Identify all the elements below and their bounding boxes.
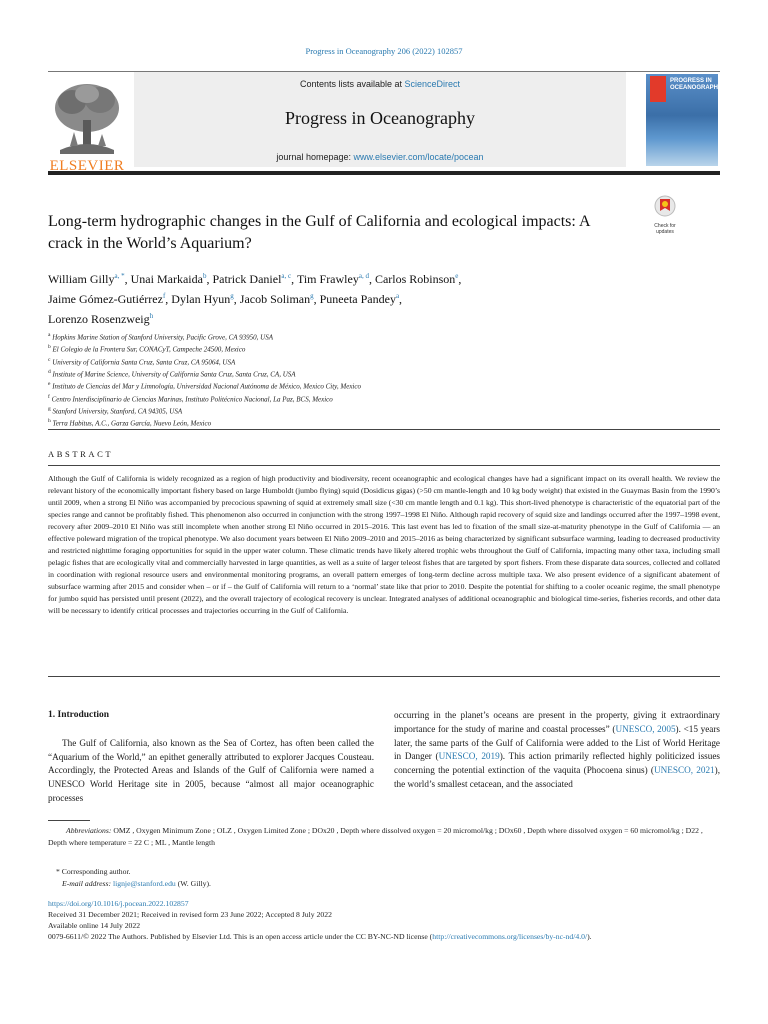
corresponding-author-note xyxy=(48,866,720,890)
abbreviations-text: OMZ , Oxygen Minimum Zone ; OLZ , Oxygen Limited Zone ; DOx20 , Depth where dissolved oxygen = 20 micromol/kg ; DOx60 , Depth where dissolved oxygen = 60 micromol/kg ; D22 , Depth where temperature = 22 C ; ML , Mantle length xyxy=(48,826,703,847)
intro-left-column xyxy=(48,709,374,806)
check-for-updates-badge[interactable] xyxy=(648,195,682,235)
journal-cover-image[interactable] xyxy=(646,74,723,166)
intro-text: ). <15 years later, the same parts of the Gulf of California were added to the List of World Heritage in Danger ( xyxy=(394,723,720,762)
sciencedirect-link[interactable]: ScienceDirect xyxy=(404,79,461,89)
abstract-heading: ABSTRACT xyxy=(48,449,114,459)
abstract-text: Although the Gulf of California is widely recognized as a region of high productivity and biodiversity, recent oceanographic and ecological changes have had a significant impact on its overall health. We review the relevant history of the economically important fishery based on large Humboldt (jumbo flying) squid (Dosidicus gigas) (>50 cm mantle-length and 10 kg body weight) that existed in the Guaymas Basin from the 1990’s until 2009, when a strong El Niño was accompanied by precocious spawning of squid at extremely small size (<30 cm mantle length and 0.1 kg). This short-lived phenotype is characteristic of the equatorial part of the species range and cannot be profitably fished. This phenomenon also occurred in conjunction with the strong 1997–1998 El Niño. Although rapid recovery of squid size and landings occurred after the 1997–1998 event, recovery after 2009–2010 El Niño was still incomplete when another strong El Niño occurred in 2015–2016. This last event has led to fixation of the small size-at-maturity phenotype in the Gulf of California — an effective poleward migration of the tropical phenotype. We also document years between El Niño 2009–2010 and 2015–2016 as being characterized by significant subsurface warming, leading to decreased productivity and restricted nighttime foraging opportunities for squid in the upper water column. These climatic trends have likely altered trophic webs throughout the Gulf of California, impacting many other taxa, including small pelagic fishes that are ecologically vital and commercially harvested in large quantities, as well as a suite of larger teleost fishes that are targeted by sport fishers. From these disparate data sources, collected and collated in coordination with regional resource users and environmental monitoring programs, an overall pattern emerges of long-term decline across multiple taxa. We also present evidence of a significant abatement of subsurface warming after 2015 and consider when – or if – the Gulf of California will return to a ‘normal’ state like that prior to 2010. Despite the potential for shifting to a cooler oceanic regime, the small phenotype for jumbo squid has persisted until present (2022), and the overall trajectory of ecological recovery is unclear. Integrated analyses of additional oceanographic and biological time-series, fisheries records, and other data will be necessary to identify critical processes and trajectories occurring in the Gulf of California. xyxy=(48,474,720,615)
journal-title: Progress in Oceanography xyxy=(285,108,475,128)
affiliation: $^a$ Hopkins Marine Station of Stanford University, Pacific Grove, CA 93950, USA xyxy=(48,332,274,342)
affiliation: $^g$ Stanford University, Stanford, CA 94305, USA xyxy=(48,405,183,416)
intro-text: occurring in the planet’s oceans are present in the property, giving it extraordinary importance for the study of marine and coastal processes” ( xyxy=(394,710,720,734)
author[interactable]: Unai Markaida$^b$ xyxy=(130,272,207,286)
author[interactable]: Tim Frawley$^{a, d}$ xyxy=(296,272,369,286)
section-heading: 1. Introduction xyxy=(48,710,110,720)
license-suffix: ). xyxy=(587,932,592,941)
email-suffix: (W. Gilly). xyxy=(175,879,211,888)
cover-title: PROGRESS IN OCEANOGRAPHY xyxy=(670,78,723,91)
affiliation: $^h$ Terra Habitus, A.C., Garza García, Nuevo León, Mexico xyxy=(48,418,212,428)
author[interactable]: Dylan Hyun$^g$ xyxy=(171,292,234,306)
homepage-line xyxy=(134,152,626,162)
masthead-panel xyxy=(134,72,626,167)
author-list: William Gilly$^{a, *}$, Unai Markaida$^b$, Patrick Daniel$^{a, c}$, Tim Frawley$^{a, d}$, Carlos Robinson$^e$, Jaime Gómez-Gutiérrez$^f$, Dylan Hyun$^g$, Jacob Soliman$^g$, Puneeta Pandey$^a$, Lorenzo Rosenzweig$^h$ xyxy=(48,272,462,326)
author[interactable]: Lorenzo Rosenzweig$^h$ xyxy=(48,312,154,326)
journal-masthead xyxy=(48,71,723,175)
intro-text: ), the world’s smallest cetacean, and the associated xyxy=(394,765,720,789)
affiliations xyxy=(48,330,688,429)
citation-link[interactable]: UNESCO, 2019 xyxy=(438,751,500,762)
affiliation: $^b$ El Colegio de la Frontera Sur, CONACyT, Campeche 24500, Mexico xyxy=(48,344,246,354)
available-online: Available online 14 July 2022 xyxy=(48,921,141,930)
contents-prefix: Contents lists available at xyxy=(299,79,405,89)
citation-link[interactable]: UNESCO, 2021 xyxy=(653,765,715,776)
abbreviations-footnote xyxy=(48,825,720,849)
author[interactable]: Jacob Soliman$^g$ xyxy=(239,292,314,306)
abstract-bottom-rule xyxy=(48,676,720,677)
check-updates-icon xyxy=(654,195,676,217)
intro-right-column xyxy=(394,709,720,792)
journal-homepage-link[interactable]: www.elsevier.com/locate/pocean xyxy=(353,152,484,162)
license-link[interactable]: http://creativecommons.org/licenses/by-nc-nd/4.0/ xyxy=(432,932,588,941)
author[interactable]: Jaime Gómez-Gutiérrez$^f$ xyxy=(48,292,166,306)
section-divider xyxy=(48,429,720,430)
received-dates: Received 31 December 2021; Received in revised form 23 June 2022; Accepted 8 July 2022 xyxy=(48,910,332,919)
license-line xyxy=(48,931,720,942)
email-label: E-mail address: xyxy=(62,879,113,888)
elsevier-logo[interactable] xyxy=(48,80,126,172)
affiliation: $^c$ University of California Santa Cruz, Santa Cruz, CA 95064, USA xyxy=(48,356,236,366)
check-updates-label: Check for updates xyxy=(654,223,676,235)
affiliation: $^f$ Centro Interdisciplinario de Ciencias Marinas, Instituto Politécnico Nacional, La Paz, BCS, Mexico xyxy=(48,393,333,403)
elsevier-tree-icon xyxy=(50,80,124,154)
affiliation: $^d$ Institute of Marine Science, University of California Santa Cruz, Santa Cruz, CA, USA xyxy=(48,368,296,379)
intro-paragraph: The Gulf of California, also known as the Sea of Cortez, has often been called the “Aquarium of the World,” an epithet generally attributed to explorer Jacques Cousteau. Accordingly, the Protected Areas and Islands of the Gulf of California were named a UNESCO World Heritage site in 2005, because “almost all major oceanographic processes xyxy=(48,737,374,803)
article-title: Long-term hydrographic changes in the Gulf of California and ecological impacts: A crack in the World’s Aquarium? xyxy=(48,213,590,252)
doi-link[interactable]: https://doi.org/10.1016/j.pocean.2022.102857 xyxy=(48,899,189,908)
author[interactable]: Patrick Daniel$^{a, c}$ xyxy=(212,272,292,286)
journal-reference[interactable]: Progress in Oceanography 206 (2022) 102857 xyxy=(305,46,463,56)
publisher-wordmark: ELSEVIER xyxy=(49,158,125,174)
email-link[interactable]: lignje@stanford.edu xyxy=(112,879,176,888)
corresponding-label: * Corresponding author. xyxy=(56,867,131,876)
citation-link[interactable]: UNESCO, 2005 xyxy=(615,723,676,734)
intro-text: ). This action primarily reflected highly politicized issues concerning the potential extinction of the vaquita (Phocoena sinus) ( xyxy=(394,751,720,776)
author[interactable]: William Gilly$^{a, *}$ xyxy=(48,272,125,286)
author[interactable]: Carlos Robinson$^e$ xyxy=(374,272,459,286)
homepage-prefix: journal homepage: xyxy=(276,152,354,162)
abstract-top-rule xyxy=(48,465,720,466)
email-line xyxy=(48,878,720,890)
abbreviations-label: Abbreviations: xyxy=(66,826,112,835)
footnote-divider xyxy=(48,820,90,821)
author[interactable]: Puneeta Pandey$^a$ xyxy=(319,292,400,306)
affiliation: $^e$ Instituto de Ciencias del Mar y Limnología, Universidad Nacional Autónoma de México, Mexico City, Mexico xyxy=(48,381,361,391)
cover-accent xyxy=(650,76,666,102)
publication-info xyxy=(48,898,720,942)
contents-line xyxy=(134,79,626,89)
license-text: 0079-6611/© 2022 The Authors. Published by Elsevier Ltd. This is an open access article under the CC BY-NC-ND license ( xyxy=(48,932,433,941)
